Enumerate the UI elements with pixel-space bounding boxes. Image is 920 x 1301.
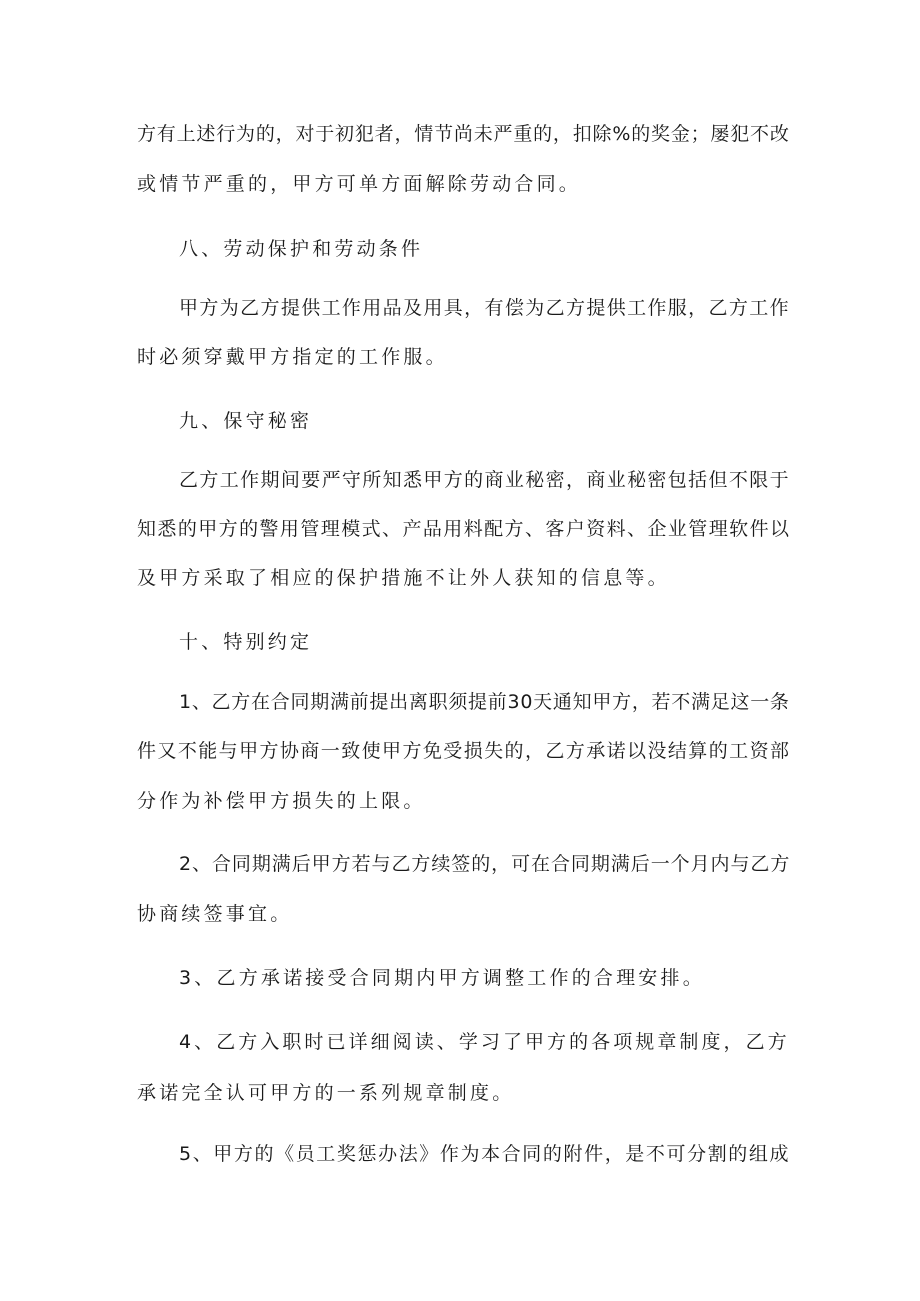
paragraph-line: 乙方工作期间要严守所知悉甲方的商业秘密，商业秘密包括但不限于	[179, 469, 791, 491]
paragraph-line: 知悉的甲方的警用管理模式、产品用料配方、客户资料、企业管理软件以	[137, 518, 791, 540]
list-item-line: 3、乙方承诺接受合同期内甲方调整工作的合理安排。	[179, 967, 705, 989]
list-item-line: 承诺完全认可甲方的一系列规章制度。	[137, 1082, 515, 1104]
list-item-line: 1、乙方在合同期满前提出离职须提前30天通知甲方，若不满足这一条	[179, 691, 790, 713]
paragraph-line: 时必须穿戴甲方指定的工作服。	[137, 346, 448, 368]
paragraph-line: 方有上述行为的，对于初犯者，情节尚未严重的，扣除%的奖金；屡犯不改	[137, 123, 790, 145]
section-heading: 十、特别约定	[179, 631, 313, 653]
paragraph-line: 或情节严重的，甲方可单方面解除劳动合同。	[137, 173, 582, 195]
list-item-line: 4、乙方入职时已详细阅读、学习了甲方的各项规章制度，乙方	[179, 1031, 790, 1053]
section-heading: 八、劳动保护和劳动条件	[179, 238, 424, 260]
list-item-line: 2、合同期满后甲方若与乙方续签的，可在合同期满后一个月内与乙方	[179, 853, 791, 875]
list-item-line: 分作为补偿甲方损失的上限。	[137, 790, 426, 812]
section-heading: 九、保守秘密	[179, 410, 313, 432]
list-item-line: 协商续签事宜。	[137, 903, 293, 925]
list-item-line: 5、甲方的《员工奖惩办法》作为本合同的附件，是不可分割的组成	[179, 1143, 791, 1165]
paragraph-line: 甲方为乙方提供工作用品及用具，有偿为乙方提供工作服，乙方工作	[179, 297, 791, 319]
paragraph-line: 及甲方采取了相应的保护措施不让外人获知的信息等。	[137, 567, 670, 589]
list-item-line: 件又不能与甲方协商一致使甲方免受损失的，乙方承诺以没结算的工资部	[137, 740, 791, 762]
